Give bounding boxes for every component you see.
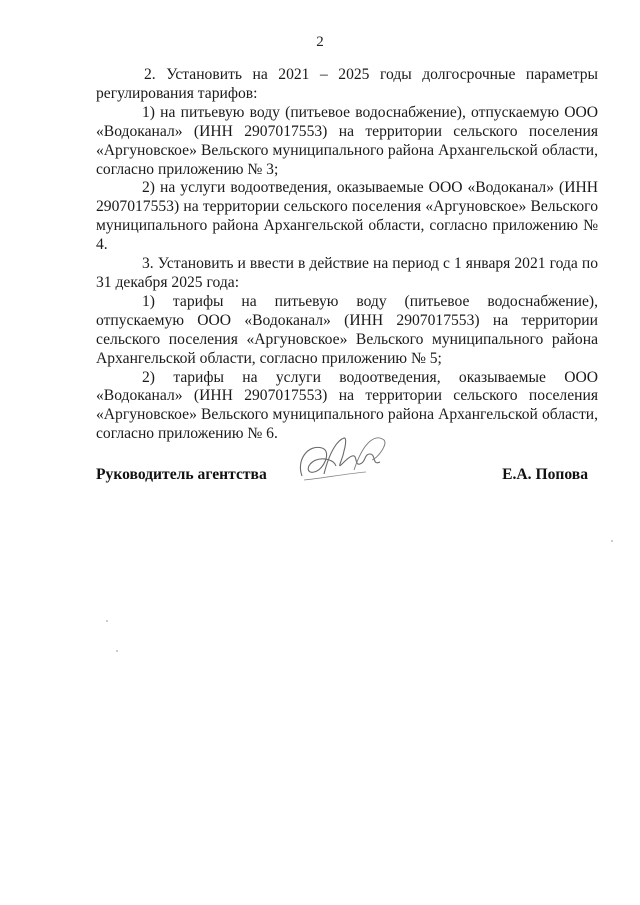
paragraph-2-2: 2) на услуги водоотведения, оказываемые ООО «Водоканал» (ИНН 2907017553) на территории сельского поселения «Аргуновское» Вельского муниципального района Архангельской области, согласно приложению № 4. [96, 179, 598, 254]
scan-speck [116, 650, 118, 652]
document-body [96, 66, 598, 444]
signatory-name: Е.А. Попова [502, 466, 588, 483]
paragraph-3: 3. Установить и ввести в действие на период с 1 января 2021 года по 31 декабря 2025 года: [96, 255, 598, 291]
signature-row [96, 466, 598, 488]
paragraph-2-1: 1) на питьевую воду (питьевое водоснабжение), отпускаемую ООО «Водоканал» (ИНН 2907017553) на территории сельского поселения «Аргуновское» Вельского муниципального района Архангельской области, согласно приложению № 3; [96, 103, 598, 178]
paragraph-2: 2. Установить на 2021 – 2025 годы долгосрочные параметры регулирования тарифов: [96, 66, 598, 102]
paragraph-3-2: 2) тарифы на услуги водоотведения, оказываемые ООО «Водоканал» (ИНН 2907017553) на территории сельского поселения «Аргуновское» Вельского муниципального района Архангельской области, согласно приложению № 6. [96, 368, 598, 443]
scan-speck [106, 620, 108, 622]
scan-speck [611, 540, 613, 542]
signatory-title: Руководитель агентства [96, 466, 267, 483]
paragraph-3-1: 1) тарифы на питьевую воду (питьевое водоснабжение), отпускаемую ООО «Водоканал» (ИНН 2907017553) на территории сельского поселения «Аргуновское» Вельского муниципального района Архангельской области, согласно приложению № 5; [96, 292, 598, 367]
page-number: 2 [316, 34, 324, 50]
